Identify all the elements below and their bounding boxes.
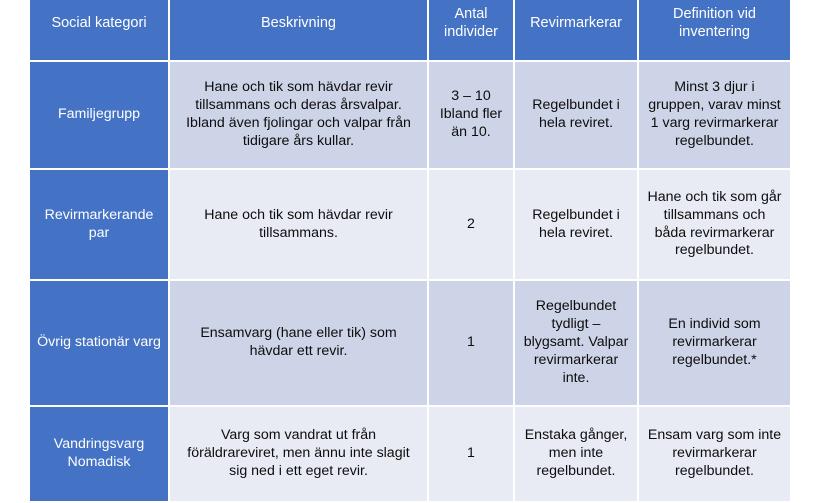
- wolf-social-category-table: [28, 0, 792, 503]
- table-row: [30, 281, 790, 405]
- table-header: [30, 0, 790, 60]
- cell-category: Revirmarkerande par: [30, 170, 168, 279]
- cell-category: Övrig stationär varg: [30, 281, 168, 405]
- cell-count: 1: [429, 407, 513, 501]
- table-row: [30, 407, 790, 501]
- cell-count: 3 – 10 Ibland fler än 10.: [429, 62, 513, 168]
- wolf-social-category-table-container: [28, 0, 790, 503]
- cell-description: Varg som vandrat ut från föräldrareviret, men ännu inte slagit sig ned i ett eget revir.: [170, 407, 427, 501]
- table-row: [30, 62, 790, 168]
- cell-description: Hane och tik som hävdar revir tillsammans och deras årsvalpar. Ibland även fjolingar och valpar från tidigare års kullar.: [170, 62, 427, 168]
- cell-marking: Regelbundet i hela reviret.: [515, 170, 637, 279]
- cell-description: Hane och tik som hävdar revir tillsammans.: [170, 170, 427, 279]
- cell-category: Vandringsvarg Nomadisk: [30, 407, 168, 501]
- cell-definition: Minst 3 djur i gruppen, varav minst 1 varg revirmarkerar regelbundet.: [639, 62, 790, 168]
- column-header-social-kategori: Social kategori: [30, 0, 168, 60]
- cell-description: Ensamvarg (hane eller tik) som hävdar ett revir.: [170, 281, 427, 405]
- cell-category: Familjegrupp: [30, 62, 168, 168]
- cell-definition: En individ som revirmarkerar regelbundet.*: [639, 281, 790, 405]
- column-header-revirmarkerar: Revirmarkerar: [515, 0, 637, 60]
- cell-marking: Enstaka gånger, men inte regelbundet.: [515, 407, 637, 501]
- cell-count: 2: [429, 170, 513, 279]
- cell-marking: Regelbundet tydligt – blygsamt. Valpar revirmarkerar inte.: [515, 281, 637, 405]
- column-header-definition-vid-inventering: Definition vid inventering: [639, 0, 790, 60]
- table-header-row: [30, 0, 790, 60]
- column-header-beskrivning: Beskrivning: [170, 0, 427, 60]
- cell-definition: Hane och tik som går tillsammans och båda revirmarkerar regelbundet.: [639, 170, 790, 279]
- column-header-antal-individer: Antal individer: [429, 0, 513, 60]
- cell-definition: Ensam varg som inte revirmarkerar regelbundet.: [639, 407, 790, 501]
- table-body: [30, 62, 790, 501]
- table-row: [30, 170, 790, 279]
- cell-marking: Regelbundet i hela reviret.: [515, 62, 637, 168]
- cell-count: 1: [429, 281, 513, 405]
